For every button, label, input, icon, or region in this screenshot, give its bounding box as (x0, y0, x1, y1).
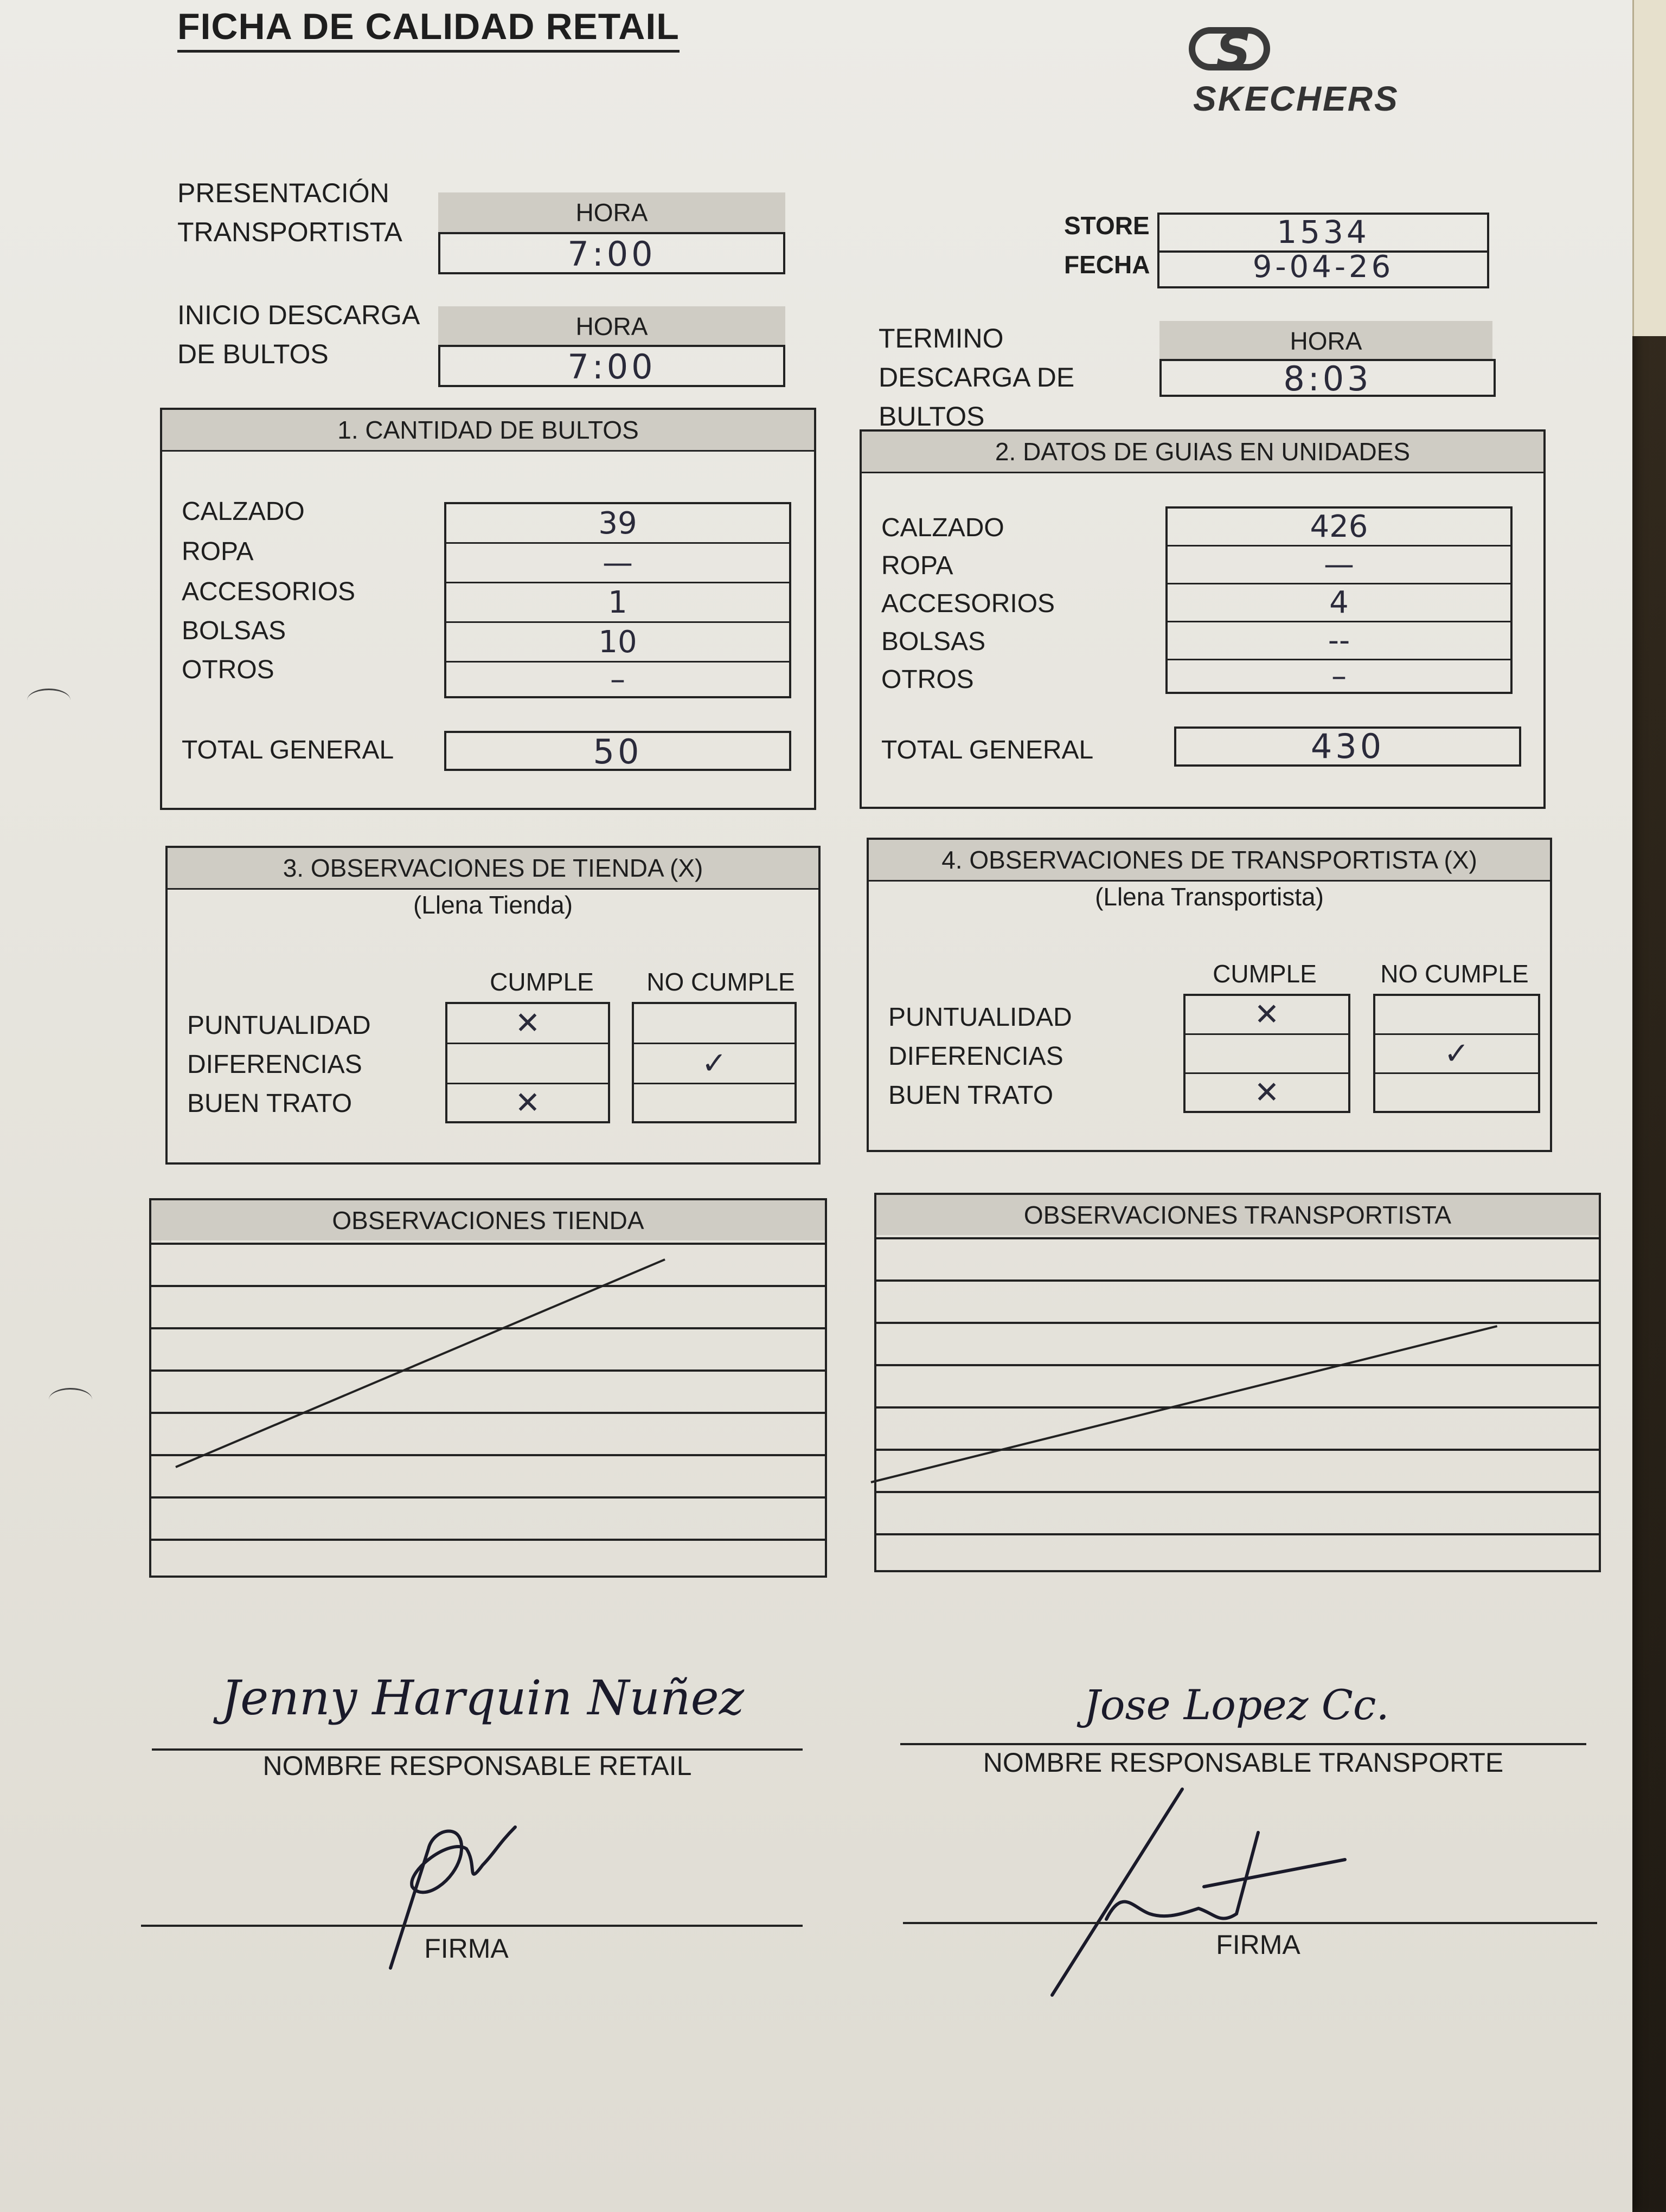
s2-values-table (1165, 506, 1513, 694)
skechers-logo (1182, 22, 1464, 119)
obs-tienda-line (151, 1496, 825, 1499)
section-observaciones-tienda-x (165, 846, 821, 1165)
transporte-firma-caption: FIRMA (1216, 1930, 1300, 1960)
s3-cumple-diferencias[interactable] (447, 1044, 608, 1084)
s2-label-accesorios: ACCESORIOS (881, 589, 1055, 618)
termino-descarga-label: TERMINO DESCARGA DE BULTOS (879, 323, 1075, 432)
s1-value-bolsas[interactable]: 10 (446, 623, 789, 663)
transporte-name-caption: NOMBRE RESPONSABLE TRANSPORTE (983, 1747, 1504, 1778)
section2-title: 2. DATOS DE GUIAS EN UNIDADES (862, 432, 1543, 473)
obs-tienda-line (151, 1243, 825, 1245)
transporte-responsible-name[interactable]: Jose Lopez Cc. (1084, 1681, 1389, 1729)
presentacion-hora-value: 7:00 (567, 234, 656, 274)
fecha-value[interactable]: 9-04-26 (1252, 249, 1394, 285)
transporte-signature-scribble (1041, 1778, 1356, 2006)
section3-subtitle: (Llena Tienda) (413, 891, 573, 919)
termino-hora-value: 8:03 (1283, 359, 1372, 398)
section4-title: 4. OBSERVACIONES DE TRANSPORTISTA (X) (869, 840, 1550, 882)
punch-hole-mark (49, 1388, 92, 1411)
termino-hora-header: HORA (1159, 321, 1492, 361)
store-fecha-box (1157, 213, 1489, 288)
s1-label-accesorios: ACCESORIOS (182, 577, 356, 606)
s3-no-cumple-buen-trato[interactable] (634, 1084, 794, 1121)
obs-tienda-line (151, 1412, 825, 1414)
observaciones-tienda-box[interactable] (149, 1198, 827, 1578)
s2-total-field[interactable] (1174, 726, 1521, 767)
s4-col-cumple: CUMPLE (1213, 960, 1317, 988)
s3-cumple-puntualidad[interactable]: ✕ (447, 1004, 608, 1044)
strike-through-line (871, 1325, 1498, 1483)
transporte-firma-line (903, 1922, 1597, 1924)
retail-firma-line (141, 1925, 803, 1927)
obs-transportista-line (876, 1322, 1599, 1324)
s4-cumple-puntualidad[interactable]: ✕ (1186, 996, 1348, 1035)
s4-col-no-cumple: NO CUMPLE (1380, 960, 1529, 988)
observaciones-transportista-box[interactable] (874, 1193, 1601, 1572)
retail-firma-caption: FIRMA (424, 1933, 509, 1964)
s3-label-buen-trato: BUEN TRATO (187, 1089, 353, 1118)
section-cantidad-bultos (160, 408, 816, 810)
s2-value-bolsas[interactable]: -- (1168, 622, 1510, 660)
s1-label-ropa: ROPA (182, 537, 254, 566)
s1-value-accesorios[interactable]: 1 (446, 583, 789, 623)
s1-total-label: TOTAL GENERAL (182, 736, 394, 764)
obs-transportista-line (876, 1237, 1599, 1239)
s2-total-label: TOTAL GENERAL (881, 736, 1094, 764)
obs-transportista-line (876, 1491, 1599, 1493)
obs-tienda-line (151, 1369, 825, 1372)
termino-hora-field[interactable] (1159, 359, 1496, 397)
s1-total-value: 50 (593, 732, 643, 771)
inicio-hora-value: 7:00 (567, 347, 656, 387)
s4-label-buen-trato: BUEN TRATO (888, 1081, 1054, 1110)
s3-label-diferencias: DIFERENCIAS (187, 1050, 362, 1079)
s3-no-cumple-diferencias[interactable]: ✓ (634, 1044, 794, 1084)
s3-cumple-column (445, 1002, 610, 1123)
s1-label-bolsas: BOLSAS (182, 616, 286, 645)
s3-col-no-cumple: NO CUMPLE (646, 968, 795, 996)
obs-transportista-line (876, 1533, 1599, 1535)
retail-responsible-name[interactable]: Jenny Harquin Nuñez (221, 1670, 745, 1726)
obs-tienda-line (151, 1454, 825, 1456)
s1-value-calzado[interactable]: 39 (446, 504, 789, 544)
s4-no-cumple-column (1373, 994, 1540, 1113)
s4-no-cumple-puntualidad[interactable] (1375, 996, 1538, 1035)
obs-tienda-title: OBSERVACIONES TIENDA (151, 1200, 825, 1240)
section3-title: 3. OBSERVACIONES DE TIENDA (X) (168, 848, 818, 890)
s2-total-value: 430 (1310, 726, 1385, 766)
section-observaciones-transportista-x (867, 838, 1552, 1152)
s4-cumple-diferencias[interactable] (1186, 1035, 1348, 1074)
presentacion-hora-field[interactable] (438, 232, 785, 274)
inicio-hora-header: HORA (438, 306, 785, 346)
inicio-hora-field[interactable] (438, 345, 785, 387)
s1-value-ropa[interactable]: — (446, 544, 789, 583)
s2-label-bolsas: BOLSAS (881, 627, 986, 656)
background-paper-edge (1632, 0, 1666, 336)
transporte-name-line (900, 1743, 1586, 1745)
obs-tienda-line (151, 1285, 825, 1287)
obs-transportista-title: OBSERVACIONES TRANSPORTISTA (876, 1195, 1599, 1235)
s3-no-cumple-column (632, 1002, 797, 1123)
s1-values-table (444, 502, 791, 698)
section1-title: 1. CANTIDAD DE BULTOS (162, 410, 814, 452)
section4-subtitle: (Llena Transportista) (1095, 883, 1324, 911)
s4-no-cumple-buen-trato[interactable] (1375, 1074, 1538, 1111)
s4-label-puntualidad: PUNTUALIDAD (888, 1003, 1072, 1032)
presentacion-hora-header: HORA (438, 192, 785, 233)
s4-label-diferencias: DIFERENCIAS (888, 1042, 1063, 1071)
obs-transportista-line (876, 1449, 1599, 1451)
skechers-s-logo-icon (1189, 27, 1270, 70)
s3-no-cumple-puntualidad[interactable] (634, 1004, 794, 1044)
obs-transportista-line (876, 1406, 1599, 1409)
s1-label-otros: OTROS (182, 655, 274, 684)
store-value[interactable]: 1534 (1277, 214, 1370, 250)
store-label: STORE (1064, 211, 1150, 240)
s4-cumple-buen-trato[interactable]: ✕ (1254, 1075, 1280, 1110)
retail-name-caption: NOMBRE RESPONSABLE RETAIL (262, 1751, 692, 1781)
s2-label-otros: OTROS (881, 665, 974, 694)
obs-tienda-line (151, 1327, 825, 1329)
s2-label-ropa: ROPA (881, 551, 953, 580)
form-title: FICHA DE CALIDAD RETAIL (177, 5, 680, 53)
s2-value-otros[interactable]: – (1331, 658, 1347, 694)
s2-label-calzado: CALZADO (881, 513, 1004, 542)
s1-value-otros[interactable]: – (610, 661, 625, 697)
s2-value-calzado[interactable]: 426 (1168, 509, 1510, 546)
s4-no-cumple-diferencias[interactable]: ✓ (1375, 1035, 1538, 1074)
s4-cumple-column (1183, 994, 1350, 1113)
obs-transportista-line (876, 1279, 1599, 1282)
punch-hole-mark (27, 689, 71, 712)
inicio-descarga-label: INICIO DESCARGA DE BULTOS (177, 300, 419, 369)
s2-value-accesorios[interactable]: 4 (1168, 584, 1510, 622)
s1-total-field[interactable] (444, 731, 791, 771)
s3-col-cumple: CUMPLE (490, 968, 594, 996)
s3-label-puntualidad: PUNTUALIDAD (187, 1011, 371, 1040)
section-datos-guias (860, 429, 1546, 809)
presentacion-label: PRESENTACIÓN TRANSPORTISTA (177, 178, 402, 247)
fecha-label: FECHA (1064, 250, 1150, 279)
obs-transportista-line (876, 1364, 1599, 1366)
strike-through-line (175, 1258, 665, 1468)
s3-cumple-buen-trato[interactable]: ✕ (515, 1085, 541, 1121)
s1-label-calzado: CALZADO (182, 497, 305, 526)
brand-name: SKECHERS (1193, 79, 1399, 118)
obs-tienda-line (151, 1539, 825, 1541)
s2-value-ropa[interactable]: — (1168, 546, 1510, 584)
